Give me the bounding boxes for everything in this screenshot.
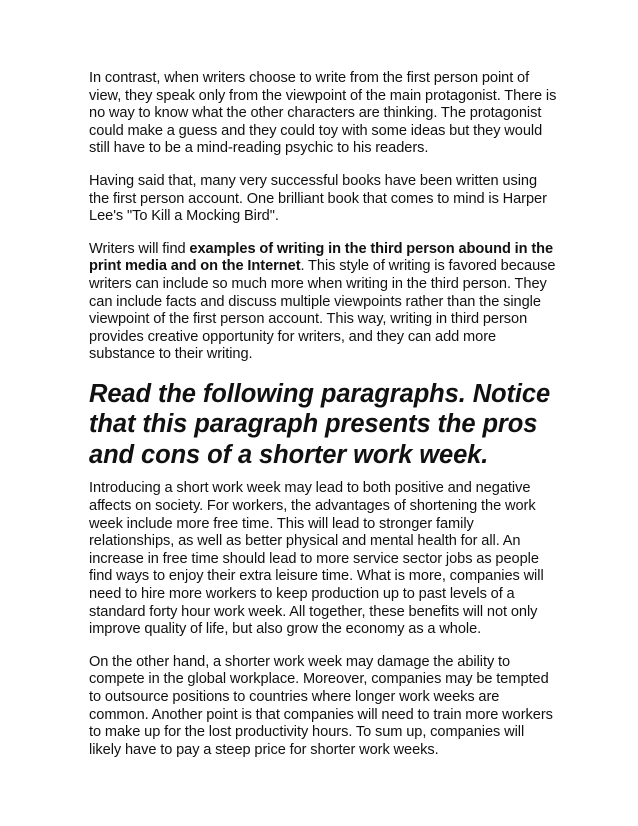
document-page xyxy=(89,70,557,774)
paragraph-third-person xyxy=(89,241,557,364)
paragraph-third-person-bold: examples of writing in the third person abound in the print media and on the Internet xyxy=(89,240,554,275)
paragraph-work-week-pros: Introducing a short work week may lead to both positive and negative affects on society. For workers, the advantages of shortening the work week include more free time. This will lead to stronger family relationships, as well as better physical and mental health for all. An increase in free time should lead to more service sector jobs as people find ways to enjoy their extra leisure time. What is more, companies will need to hire more workers to keep production up to past levels of a standard forty hour work week. All together, these benefits will not only improve quality of life, but also grow the economy as a whole. xyxy=(89,480,544,638)
paragraph-work-week-cons: On the other hand, a shorter work week may damage the ability to compete in the global workplace. Moreover, companies may be tempted to outsource positions to countries where longer work weeks are common. Another point is that companies will need to train more workers to make up for the lost productivity hours. To sum up, companies will likely have to pay a steep price for shorter work weeks. xyxy=(89,653,553,758)
paragraph-first-person: In contrast, when writers choose to write from the first person point of view, they speak only from the viewpoint of the main protagonist. There is no way to know what the other characters are thinking. The protagonist could make a guess and they could toy with some ideas but they would still have to be a mind-reading psychic to his readers. xyxy=(89,70,557,157)
section-heading: Read the following paragraphs. Notice that this paragraph presents the pros and cons of a shorter work week. xyxy=(89,379,551,469)
paragraph-successful-books: Having said that, many very successful books have been written using the first person account. One brilliant book that comes to mind is Harper Lee's "To Kill a Mocking Bird". xyxy=(89,172,547,225)
paragraph-third-person-start: Writers will find xyxy=(89,240,190,257)
paragraph-third-person-end: . This style of writing is favored because writers can include so much more when writing in the third person. They can include facts and discuss multiple viewpoints rather than the single viewpoint of the first person account. This way, writing in third person provides creative opportunity for writers, and they can add more substance to their writing. xyxy=(89,258,556,363)
